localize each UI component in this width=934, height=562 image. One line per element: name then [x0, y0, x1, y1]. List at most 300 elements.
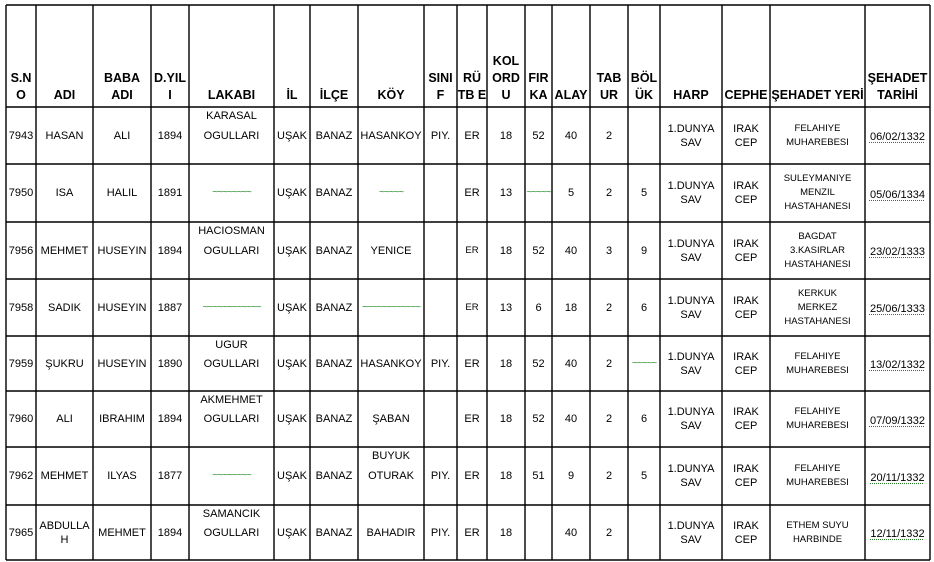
header-label: İL — [286, 88, 298, 102]
cell-alay — [552, 336, 590, 391]
sehadet-tarihi-text: 20/11/1332 — [870, 471, 925, 484]
cell-harp — [660, 279, 722, 336]
cell-ilce — [310, 222, 358, 279]
cell-kolordu — [487, 164, 525, 222]
header-alay — [552, 5, 590, 107]
header-tabur — [590, 5, 628, 107]
header-rutbe — [457, 5, 487, 107]
header-sehadet-tarihi — [865, 5, 930, 107]
cell-alay — [552, 164, 590, 222]
rutbe-text: ER — [464, 413, 480, 425]
cell-adi — [36, 222, 93, 279]
dogum-yili-text: 1891 — [157, 187, 183, 199]
cell-firka — [525, 336, 552, 391]
cell-adi — [36, 107, 93, 164]
header-label: TAB UR — [596, 71, 622, 102]
cell-sno — [6, 391, 36, 447]
cell-boluk — [628, 505, 660, 560]
cell-sinif — [424, 107, 457, 164]
cell-sno — [6, 279, 36, 336]
cephe-text: IRAK CEP — [733, 180, 759, 206]
harp-text: 1.DUNYA SAV — [667, 180, 715, 206]
alay-text: 40 — [564, 244, 578, 257]
cell-sehadet-yeri — [770, 391, 865, 447]
baba-adi-text: HUSEYIN — [97, 244, 147, 257]
cell-il — [274, 164, 310, 222]
header-sno — [6, 5, 36, 107]
baba-adi-text: ILYAS — [107, 470, 137, 482]
cell-il — [274, 391, 310, 447]
spellcheck-underline-mark: ~~~~~~~~ — [212, 187, 251, 198]
sno-text: 7962 — [8, 470, 34, 482]
cell-alay — [552, 107, 590, 164]
lakabi-top-text: HACIOSMAN — [198, 225, 265, 237]
cell-boluk — [628, 279, 660, 336]
kolordu-text: 18 — [499, 244, 513, 257]
cell-cephe — [722, 505, 770, 560]
ilce-text: BANAZ — [315, 470, 353, 482]
adi-text: ABDULLA H — [39, 519, 90, 546]
sehadet-yeri-text: KERKUK MERKEZ HASTAHANESI — [784, 287, 851, 327]
baba-adi-text: HUSEYIN — [97, 301, 147, 314]
harp-text: 1.DUNYA SAV — [667, 122, 715, 149]
header-label: SINI F — [428, 71, 453, 102]
harp-text: 1.DUNYA SAV — [667, 463, 715, 489]
rutbe-text: ER — [464, 129, 480, 142]
rutbe-text: ER — [464, 187, 480, 199]
koy-text: HASANKOY — [360, 129, 422, 142]
cell-koy — [358, 164, 424, 222]
cell-lakabi — [189, 107, 274, 164]
cell-tabur — [590, 447, 628, 505]
cell-ilce — [310, 447, 358, 505]
alay-text: 40 — [564, 357, 578, 370]
adi-text: SADIK — [47, 301, 81, 314]
cell-dogum-yili — [151, 336, 189, 391]
koy-text: YENICE — [370, 244, 412, 257]
cephe-text: IRAK CEP — [733, 350, 759, 377]
baba-adi-text: MEHMET — [98, 526, 146, 539]
firka-text: 51 — [532, 470, 545, 482]
il-text: UŞAK — [277, 357, 307, 370]
spellcheck-underline-mark: ~~~~~~~~~~~~ — [202, 301, 261, 313]
dogum-yili-text: 1887 — [157, 301, 183, 314]
header-label: D.YIL I — [154, 71, 186, 102]
cell-alay — [552, 505, 590, 560]
cell-cephe — [722, 164, 770, 222]
cell-koy — [358, 222, 424, 279]
cell-tabur — [590, 164, 628, 222]
cell-cephe — [722, 107, 770, 164]
cell-ilce — [310, 279, 358, 336]
kolordu-text: 18 — [499, 357, 513, 370]
cell-rutbe — [457, 107, 487, 164]
cell-sinif — [424, 336, 457, 391]
baba-adi-text: HALIL — [106, 187, 138, 199]
rutbe-text: ER — [464, 357, 480, 370]
header-label: HARP — [673, 88, 709, 102]
sehadet-tarihi-text: 07/09/1332 — [869, 414, 926, 427]
cell-sehadet-yeri — [770, 447, 865, 505]
koy-text: BAHADIR — [366, 526, 416, 539]
cell-il — [274, 505, 310, 560]
cell-adi — [36, 279, 93, 336]
cell-tabur — [590, 222, 628, 279]
header-lakabi — [189, 5, 274, 107]
cell-kolordu — [487, 222, 525, 279]
il-text: UŞAK — [277, 244, 307, 257]
ilce-text: BANAZ — [315, 301, 353, 314]
cell-harp — [660, 336, 722, 391]
lakabi-text: OGULLARI — [203, 357, 260, 370]
cell-dogum-yili — [151, 279, 189, 336]
lakabi-text: OGULLARI — [203, 413, 260, 425]
cell-sno — [6, 336, 36, 391]
cell-boluk — [628, 447, 660, 505]
cell-lakabi — [189, 391, 274, 447]
sehadet-tarihi-text: 12/11/1332 — [870, 528, 925, 540]
tabur-text: 2 — [605, 357, 613, 370]
cell-cephe — [722, 336, 770, 391]
cell-baba-adi — [93, 505, 151, 560]
cell-harp — [660, 222, 722, 279]
cell-baba-adi — [93, 279, 151, 336]
cephe-text: IRAK CEP — [733, 237, 759, 264]
dogum-yili-text: 1894 — [157, 526, 183, 539]
cell-cephe — [722, 447, 770, 505]
cell-alay — [552, 447, 590, 505]
cell-ilce — [310, 336, 358, 391]
cell-il — [274, 447, 310, 505]
adi-text: MEHMET — [40, 470, 89, 482]
header-label: RÜ TB E — [457, 71, 487, 102]
cell-tabur — [590, 505, 628, 560]
sno-text: 7959 — [8, 357, 34, 370]
cell-alay — [552, 391, 590, 447]
firka-text: 52 — [532, 244, 545, 257]
ilce-text: BANAZ — [315, 413, 353, 425]
cell-koy — [358, 447, 424, 505]
sehadet-yeri-text: FELAHIYE MUHAREBESI — [786, 122, 849, 148]
header-label: İLÇE — [319, 88, 349, 102]
cell-tabur — [590, 391, 628, 447]
spellcheck-underline-mark: ~~~~~ — [526, 187, 551, 198]
header-koy — [358, 5, 424, 107]
sinif-text: PIY. — [430, 470, 451, 482]
header-firka — [525, 5, 552, 107]
cell-boluk — [628, 391, 660, 447]
koy-text: ŞABAN — [372, 413, 410, 425]
cell-sinif — [424, 279, 457, 336]
sehadet-yeri-text: FELAHIYE MUHAREBESI — [786, 350, 849, 376]
cell-kolordu — [487, 391, 525, 447]
rutbe-text: ER — [465, 301, 479, 313]
kolordu-text: 13 — [499, 301, 513, 314]
cell-tabur — [590, 107, 628, 164]
header-label: ŞEHADET YERİ — [771, 88, 864, 102]
spellcheck-underline-mark: ~~~~~~~~~~~~ — [361, 301, 421, 313]
cell-adi — [36, 164, 93, 222]
cell-sno — [6, 447, 36, 505]
cephe-text: IRAK CEP — [733, 122, 759, 149]
cell-lakabi — [189, 164, 274, 222]
cell-ilce — [310, 391, 358, 447]
lakabi-top-text: AKMEHMET — [200, 394, 263, 406]
cell-boluk — [628, 222, 660, 279]
cell-sno — [6, 222, 36, 279]
sehadet-yeri-text: SULEYMANIYE MENZIL HASTAHANESI — [783, 173, 852, 212]
cell-dogum-yili — [151, 505, 189, 560]
cell-baba-adi — [93, 336, 151, 391]
cell-dogum-yili — [151, 107, 189, 164]
cell-dogum-yili — [151, 222, 189, 279]
cell-rutbe — [457, 447, 487, 505]
spellcheck-underline-mark: ~~~~~~~~ — [212, 470, 251, 481]
cell-rutbe — [457, 279, 487, 336]
baba-adi-text: IBRAHIM — [99, 413, 145, 425]
cell-kolordu — [487, 447, 525, 505]
cell-sehadet-yeri — [770, 505, 865, 560]
il-text: UŞAK — [277, 526, 307, 539]
firka-text: 52 — [532, 129, 545, 142]
koy-text: OTURAK — [368, 470, 414, 482]
adi-text: ALI — [56, 413, 73, 425]
harp-text: 1.DUNYA SAV — [667, 237, 715, 264]
cell-sno — [6, 107, 36, 164]
cell-sinif — [424, 447, 457, 505]
alay-text: 40 — [564, 526, 578, 539]
header-kolordu — [487, 5, 525, 107]
cell-adi — [36, 505, 93, 560]
cell-ilce — [310, 107, 358, 164]
cell-harp — [660, 164, 722, 222]
spellcheck-underline-mark: ~~~~~ — [378, 187, 404, 198]
adi-text: HASAN — [45, 129, 84, 142]
dogum-yili-text: 1894 — [157, 129, 183, 142]
lakabi-top-text: KARASAL — [206, 110, 257, 122]
alay-text: 5 — [567, 187, 575, 199]
baba-adi-text: ALI — [113, 129, 131, 142]
cell-rutbe — [457, 391, 487, 447]
header-label: LAKABI — [207, 88, 256, 102]
kolordu-text: 18 — [499, 413, 513, 425]
cell-dogum-yili — [151, 391, 189, 447]
cell-sehadet-tarihi — [865, 279, 930, 336]
lakabi-top-text: UGUR — [215, 339, 248, 351]
sno-text: 7958 — [8, 301, 34, 314]
cell-cephe — [722, 222, 770, 279]
sehadet-yeri-text: BAGDAT 3.KASIRLAR HASTAHANESI — [784, 230, 851, 270]
il-text: UŞAK — [277, 301, 307, 314]
header-label: FIR KA — [528, 71, 549, 102]
baba-adi-text: HUSEYIN — [97, 357, 147, 370]
dogum-yili-text: 1894 — [157, 413, 183, 425]
cell-lakabi — [189, 336, 274, 391]
sehadet-tarihi-text: 05/06/1334 — [869, 188, 926, 201]
cell-sehadet-tarihi — [865, 505, 930, 560]
cell-kolordu — [487, 107, 525, 164]
cell-dogum-yili — [151, 164, 189, 222]
cell-baba-adi — [93, 391, 151, 447]
dogum-yili-text: 1894 — [157, 244, 183, 257]
alay-text: 9 — [567, 470, 575, 482]
sehadet-tarihi-text: 13/02/1332 — [869, 359, 926, 371]
header-harp — [660, 5, 722, 107]
cell-sehadet-yeri — [770, 164, 865, 222]
sno-text: 7960 — [8, 413, 34, 425]
header-label: ADI — [53, 88, 76, 102]
header-il — [274, 5, 310, 107]
cell-il — [274, 336, 310, 391]
harp-text: 1.DUNYA SAV — [667, 294, 715, 321]
cell-sehadet-tarihi — [865, 222, 930, 279]
cell-harp — [660, 107, 722, 164]
cell-rutbe — [457, 222, 487, 279]
boluk-text: 9 — [640, 244, 648, 257]
tabur-text: 2 — [605, 187, 613, 199]
cell-kolordu — [487, 336, 525, 391]
cell-ilce — [310, 164, 358, 222]
header-label: CEPHE — [724, 88, 768, 102]
cell-cephe — [722, 391, 770, 447]
cell-baba-adi — [93, 222, 151, 279]
cell-baba-adi — [93, 107, 151, 164]
cell-firka — [525, 107, 552, 164]
ilce-text: BANAZ — [315, 526, 353, 539]
header-label: BABA ADI — [103, 71, 141, 102]
ilce-text: BANAZ — [315, 129, 353, 142]
kolordu-text: 18 — [499, 526, 513, 539]
header-sinif — [424, 5, 457, 107]
il-text: UŞAK — [277, 187, 307, 199]
alay-text: 40 — [564, 129, 578, 142]
cell-sinif — [424, 505, 457, 560]
header-label: KOL ORD U — [492, 54, 520, 102]
rutbe-text: ER — [464, 526, 480, 539]
tabur-text: 2 — [605, 413, 613, 425]
cell-boluk — [628, 107, 660, 164]
cell-il — [274, 107, 310, 164]
cell-sinif — [424, 391, 457, 447]
sehadet-yeri-text: FELAHIYE MUHAREBESI — [786, 463, 849, 488]
cell-sehadet-tarihi — [865, 107, 930, 164]
il-text: UŞAK — [277, 413, 307, 425]
boluk-text: 5 — [640, 187, 648, 199]
kolordu-text: 18 — [499, 470, 513, 482]
cell-koy — [358, 336, 424, 391]
boluk-text: 6 — [640, 413, 648, 425]
header-adi — [36, 5, 93, 107]
cell-lakabi — [189, 505, 274, 560]
alay-text: 40 — [564, 413, 578, 425]
cell-sno — [6, 505, 36, 560]
header-label: KÖY — [377, 88, 405, 102]
sno-text: 7950 — [8, 187, 34, 199]
cell-firka — [525, 505, 552, 560]
cell-kolordu — [487, 505, 525, 560]
cell-sehadet-tarihi — [865, 447, 930, 505]
ilce-text: BANAZ — [315, 357, 353, 370]
ilce-text: BANAZ — [315, 244, 353, 257]
firka-text: 52 — [532, 357, 545, 370]
cell-firka — [525, 222, 552, 279]
header-label: BÖL ÜK — [630, 71, 658, 102]
cell-adi — [36, 447, 93, 505]
cell-sehadet-yeri — [770, 336, 865, 391]
cell-lakabi — [189, 279, 274, 336]
cell-firka — [525, 164, 552, 222]
kolordu-text: 13 — [499, 187, 513, 199]
tabur-text: 2 — [605, 526, 613, 539]
cell-dogum-yili — [151, 447, 189, 505]
harp-text: 1.DUNYA SAV — [667, 350, 715, 377]
tabur-text: 2 — [605, 301, 613, 314]
cell-lakabi — [189, 447, 274, 505]
harp-text: 1.DUNYA SAV — [667, 406, 715, 432]
boluk-text: 6 — [640, 301, 648, 314]
cell-sehadet-yeri — [770, 107, 865, 164]
tabur-text: 3 — [605, 244, 613, 257]
cell-koy — [358, 391, 424, 447]
adi-text: MEHMET — [40, 244, 89, 257]
cell-firka — [525, 279, 552, 336]
cell-sehadet-yeri — [770, 279, 865, 336]
harp-text: 1.DUNYA SAV — [667, 519, 715, 546]
cell-koy — [358, 279, 424, 336]
cell-boluk — [628, 336, 660, 391]
cephe-text: IRAK CEP — [733, 294, 759, 321]
cell-adi — [36, 336, 93, 391]
cell-ilce — [310, 505, 358, 560]
sehadet-tarihi-text: 23/02/1333 — [869, 246, 926, 258]
cell-adi — [36, 391, 93, 447]
cell-tabur — [590, 279, 628, 336]
cell-rutbe — [457, 164, 487, 222]
cell-sno — [6, 164, 36, 222]
header-cephe — [722, 5, 770, 107]
lakabi-text: OGULLARI — [203, 244, 260, 257]
koy-text: HASANKOY — [360, 357, 422, 370]
ilce-text: BANAZ — [315, 187, 353, 199]
firka-text: 52 — [532, 413, 545, 425]
sinif-text: PIY. — [430, 357, 451, 370]
cell-alay — [552, 222, 590, 279]
cell-rutbe — [457, 505, 487, 560]
tabur-text: 2 — [605, 129, 613, 142]
lakabi-top-text: SAMANCIK — [202, 508, 261, 520]
cell-firka — [525, 447, 552, 505]
sno-text: 7965 — [8, 526, 34, 539]
cell-sehadet-tarihi — [865, 336, 930, 391]
cell-lakabi — [189, 222, 274, 279]
cell-il — [274, 222, 310, 279]
rutbe-text: ER — [465, 244, 479, 256]
header-boluk — [628, 5, 660, 107]
spellcheck-underline-mark: ~~~~~ — [631, 357, 657, 369]
cephe-text: IRAK CEP — [733, 406, 759, 432]
header-dogum-yili — [151, 5, 189, 107]
cell-koy — [358, 505, 424, 560]
cell-sehadet-yeri — [770, 222, 865, 279]
alay-text: 18 — [564, 301, 578, 314]
koy-top-text: BUYUK — [372, 450, 410, 462]
header-baba-adi — [93, 5, 151, 107]
dogum-yili-text: 1877 — [157, 470, 183, 482]
cell-boluk — [628, 164, 660, 222]
header-label: S.N O — [10, 71, 32, 102]
cell-kolordu — [487, 279, 525, 336]
cell-sinif — [424, 164, 457, 222]
